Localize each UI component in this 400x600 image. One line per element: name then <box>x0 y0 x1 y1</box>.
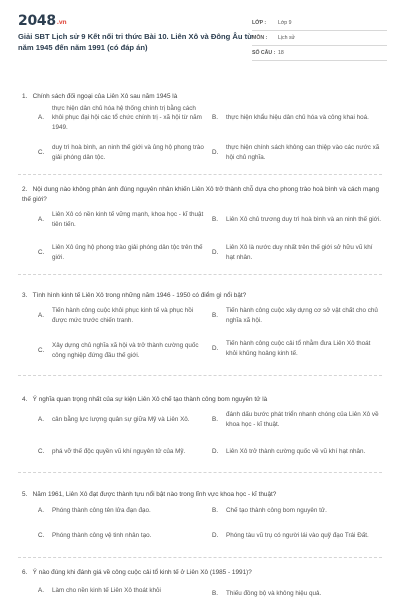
question-text: 4. Ý nghĩa quan trọng nhất của sự kiện Liên Xô chế tạo thành công bom nguyên tử là <box>22 396 268 403</box>
document-meta <box>252 16 387 61</box>
option-b[interactable]: B. Chế tạo thành công bom nguyên tử. <box>212 507 327 515</box>
option-a[interactable]: A. thực hiện dân chủ hóa hệ thống chính trị bằng cách khôi phục đại hội các tổ chức chính trị - xã hội từ năm 1949. <box>38 104 202 131</box>
option-d[interactable]: D. thực hiện chính sách không can thiệp vào các nước xã hội chủ nghĩa. <box>212 144 380 161</box>
option-c[interactable]: C. phá vỡ thế độc quyền vũ khí nguyên tử của Mỹ. <box>38 448 186 456</box>
question-divider <box>18 174 382 175</box>
meta-label: SỐ CÂU : <box>252 50 276 56</box>
option-c[interactable]: C. duy trì hoà bình, an ninh thế giới và ủng hộ phong trào giải phóng dân tộc. <box>38 144 204 161</box>
option-b[interactable]: B. đánh dấu bước phát triển nhanh chóng của Liên Xô về khoa học - kĩ thuật. <box>212 411 379 428</box>
logo-text: 2048 <box>18 13 56 29</box>
meta-label: LỚP : <box>252 20 267 26</box>
meta-value: 18 <box>278 50 284 56</box>
option-c[interactable]: C. Xây dựng chủ nghĩa xã hội và trở thành cường quốc công nghiệp đứng đầu thế giới. <box>38 342 199 359</box>
document-title: Giải SBT Lịch sử 9 Kết nối tri thức Bài 10. Liên Xô và Đông Âu từ năm 1945 đến năm 1991 (có đáp án) <box>18 32 253 52</box>
option-a[interactable]: A. Phóng thành công tên lửa đạn đạo. <box>38 507 151 515</box>
meta-row-count <box>252 46 387 61</box>
meta-row-grade <box>252 16 387 31</box>
question-divider <box>18 274 382 275</box>
option-c[interactable]: C. Liên Xô ủng hộ phong trào giải phóng dân tộc trên thế giới. <box>38 244 203 261</box>
option-a[interactable]: A. Làm cho nền kinh tế Liên Xô thoát khỏi <box>38 587 161 595</box>
option-d[interactable]: D. Liên Xô là nước duy nhất trên thế giới sở hữu vũ khí hạt nhân. <box>212 244 373 261</box>
meta-row-subject <box>252 31 387 46</box>
question-text: 6. Ý nào đúng khi đánh giá về công cuộc cải tổ kinh tế ở Liên Xô (1985 - 1991)? <box>22 569 252 576</box>
meta-label: MÔN : <box>252 35 268 41</box>
option-b[interactable]: B. Tiến hành công cuộc xây dựng cơ sở vật chất cho chủ nghĩa xã hội. <box>212 307 378 324</box>
question-divider <box>18 557 382 558</box>
question-text: 5. Năm 1961, Liên Xô đạt được thành tựu nổi bật nào trong lĩnh vực khoa học - kĩ thuật? <box>22 491 277 498</box>
question-text: 3. Tình hình kinh tế Liên Xô trong những năm 1946 - 1950 có điểm gì nổi bật? <box>22 292 247 299</box>
option-a[interactable]: A. cân bằng lực lượng quân sự giữa Mỹ và Liên Xô. <box>38 416 190 424</box>
option-b[interactable]: B. Thiếu đồng bộ và không hiệu quả. <box>212 590 322 598</box>
option-a[interactable]: A. Liên Xô có nền kinh tế vững mạnh, khoa học - kĩ thuật tiên tiến. <box>38 211 204 228</box>
option-c[interactable]: C. Phóng thành công vệ tinh nhân tạo. <box>38 532 152 540</box>
question-divider <box>18 472 382 473</box>
document-header <box>0 0 400 62</box>
question-divider <box>18 375 382 376</box>
question-text: 1. Chính sách đối ngoại của Liên Xô sau năm 1945 là <box>22 93 178 100</box>
site-logo[interactable] <box>18 13 66 29</box>
logo-suffix: .vn <box>56 19 67 26</box>
option-a[interactable]: A. Tiến hành công cuộc khôi phục kinh tế và phục hồi được mức trước chiến tranh. <box>38 307 194 324</box>
option-b[interactable]: B. thực hiện khẩu hiệu dân chủ hóa và công khai hoá. <box>212 114 369 122</box>
option-d[interactable]: D. Phóng tàu vũ trụ có người lái vào quỹ đạo Trái Đất. <box>212 532 369 540</box>
option-d[interactable]: D. Liên Xô trở thành cường quốc về vũ khí hạt nhân. <box>212 448 366 456</box>
question-text: 2. Nội dung nào không phản ánh đúng nguyên nhân khiến Liên Xô trở thành chỗ dựa cho phong trào hoà bình và cách mạng thế giới? <box>22 186 380 203</box>
option-b[interactable]: B. Liên Xô chủ trương duy trì hoà bình và an ninh thế giới. <box>212 216 381 224</box>
option-d[interactable]: D. Tiến hành công cuộc cải tổ nhằm đưa Liên Xô thoát khỏi khủng hoảng kinh tế. <box>212 340 371 357</box>
meta-value: Lịch sử <box>278 35 296 41</box>
meta-value: Lớp 9 <box>278 20 292 26</box>
